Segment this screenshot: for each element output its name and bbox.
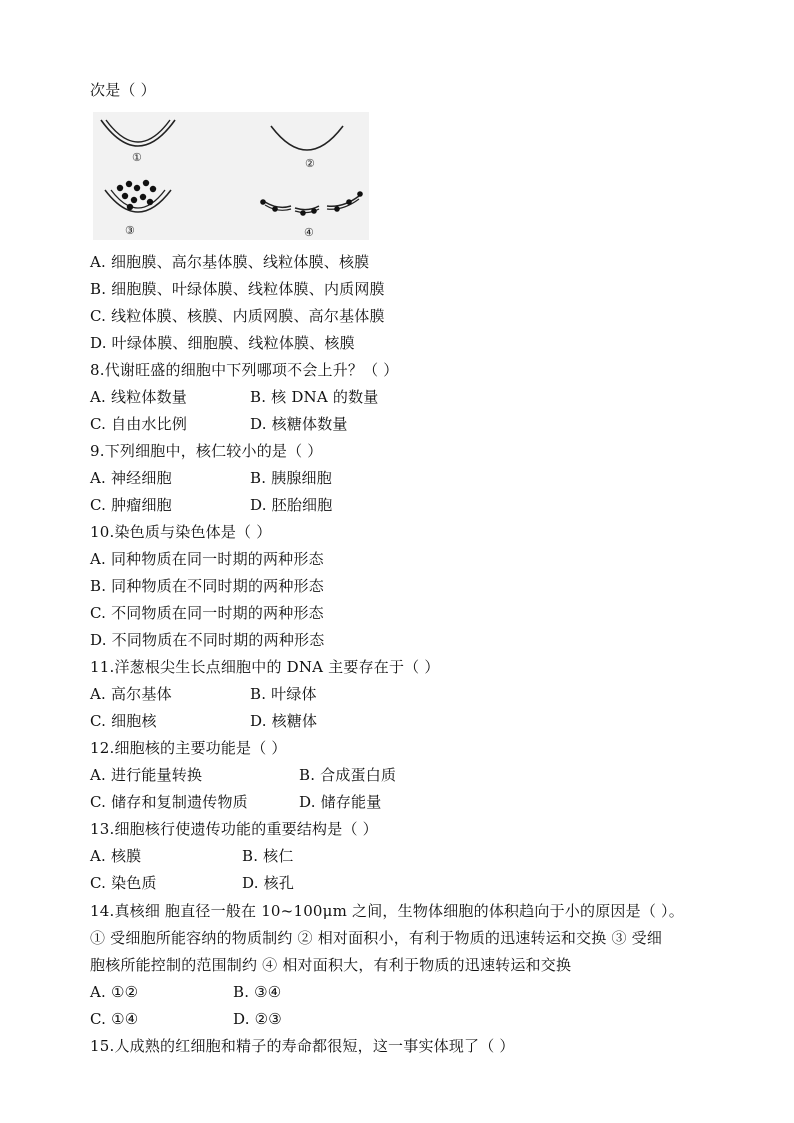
q10-option-c: C. 不同物质在同一时期的两种形态 — [90, 604, 324, 622]
q14-option-d: D. ②③ — [233, 1010, 282, 1028]
membrane-diagram — [93, 112, 369, 240]
q11-option-c: C. 细胞核 — [90, 712, 157, 730]
q9-stem: 9.下列细胞中，核仁较小的是（ ） — [90, 442, 323, 460]
q8-option-c: C. 自由水比例 — [90, 415, 188, 433]
q13-option-d: D. 核孔 — [242, 874, 295, 892]
membrane-3-drawing — [105, 180, 171, 212]
q13-stem: 13.细胞核行使遗传功能的重要结构是（ ） — [90, 820, 378, 838]
q9-option-c: C. 肿瘤细胞 — [90, 496, 172, 514]
q10-stem: 10.染色质与染色体是（ ） — [90, 523, 272, 541]
q7-option-c: C. 线粒体膜、核膜、内质网膜、高尔基体膜 — [90, 307, 385, 325]
q14-option-a: A. ①② — [90, 983, 139, 1001]
q8-option-a: A. 线粒体数量 — [90, 388, 187, 406]
q10-option-d: D. 不同物质在不同时期的两种形态 — [90, 631, 325, 649]
q10-option-a: A. 同种物质在同一时期的两种形态 — [90, 550, 324, 568]
q9-option-b: B. 胰腺细胞 — [250, 469, 332, 487]
q12-option-d: D. 储存能量 — [299, 793, 382, 811]
membrane-1-drawing — [101, 120, 175, 146]
q12-stem: 12.细胞核的主要功能是（ ） — [90, 739, 287, 757]
q14-statements-line1: ① 受细胞所能容纳的物质制约 ② 相对面积小，有利于物质的迅速转运和交换 ③ 受细 — [90, 929, 663, 947]
q11-option-a: A. 高尔基体 — [90, 685, 172, 703]
q15-stem: 15.人成熟的红细胞和精子的寿命都很短，这一事实体现了（ ） — [90, 1037, 515, 1055]
q10-option-b: B. 同种物质在不同时期的两种形态 — [90, 577, 324, 595]
q12-option-c: C. 储存和复制遗传物质 — [90, 793, 248, 811]
q12-option-a: A. 进行能量转换 — [90, 766, 203, 784]
label-1: ① — [132, 151, 142, 164]
q14-statements-line2: 胞核所能控制的范围制约 ④ 相对面积大，有利于物质的迅速转运和交换 — [90, 956, 572, 974]
q14-stem: 14.真核细 胞直径一般在 10~100μm 之间，生物体细胞的体积趋向于小的原因是（ ）。 — [90, 902, 684, 920]
membrane-structure-figure — [93, 112, 369, 240]
label-2: ② — [305, 157, 315, 170]
q11-option-d: D. 核糖体 — [250, 712, 318, 730]
q7-option-a: A. 细胞膜、高尔基体膜、线粒体膜、核膜 — [90, 253, 370, 271]
membrane-2-drawing — [271, 126, 343, 150]
label-4: ④ — [304, 226, 314, 239]
q14-option-c: C. ①④ — [90, 1010, 139, 1028]
q8-stem: 8.代谢旺盛的细胞中下列哪项不会上升？（ ） — [90, 361, 399, 379]
q8-option-d: D. 核糖体数量 — [250, 415, 348, 433]
q13-option-a: A. 核膜 — [90, 847, 142, 865]
q7-option-d: D. 叶绿体膜、细胞膜、线粒体膜、核膜 — [90, 334, 355, 352]
question-stem-tail: 次是（ ） — [90, 81, 156, 99]
q8-option-b: B. 核 DNA 的数量 — [250, 388, 379, 406]
label-3: ③ — [125, 224, 135, 237]
q9-option-a: A. 神经细胞 — [90, 469, 172, 487]
q14-option-b: B. ③④ — [233, 983, 282, 1001]
q11-option-b: B. 叶绿体 — [250, 685, 317, 703]
q13-option-c: C. 染色质 — [90, 874, 157, 892]
q13-option-b: B. 核仁 — [242, 847, 294, 865]
q11-stem: 11.洋葱根尖生长点细胞中的 DNA 主要存在于（ ） — [90, 658, 440, 676]
q9-option-d: D. 胚胎细胞 — [250, 496, 333, 514]
membrane-4-drawing — [260, 191, 363, 216]
q7-option-b: B. 细胞膜、叶绿体膜、线粒体膜、内质网膜 — [90, 280, 385, 298]
q12-option-b: B. 合成蛋白质 — [299, 766, 397, 784]
